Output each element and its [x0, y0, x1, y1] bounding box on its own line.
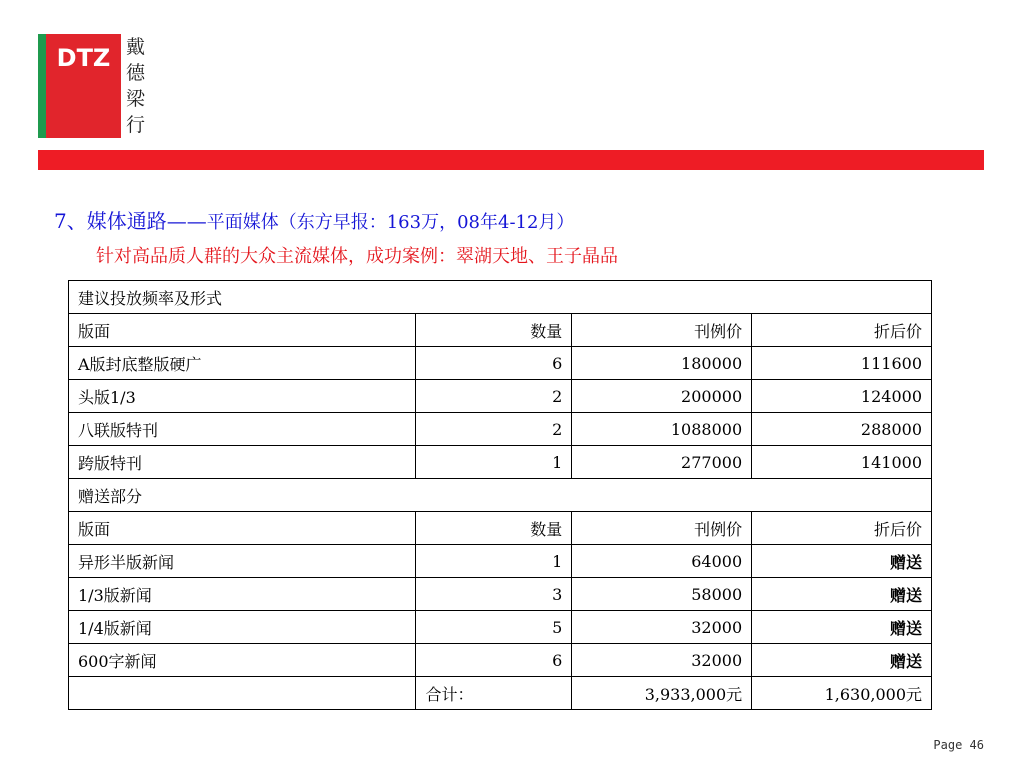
- total-row: [69, 677, 932, 710]
- table-cell: 58000: [572, 578, 752, 611]
- table-cell: A版封底整版硬广: [69, 347, 416, 380]
- table-cell: 6: [416, 644, 572, 677]
- column-header: 折后价: [752, 512, 932, 545]
- logo-char: 德: [126, 62, 146, 84]
- table-cell: 64000: [572, 545, 752, 578]
- table-cell: 180000: [572, 347, 752, 380]
- slide-subtitle: 针对高品质人群的大众主流媒体，成功案例：翠湖天地、王子晶品: [96, 246, 618, 267]
- table-row: [69, 545, 932, 578]
- column-header-row: [69, 314, 932, 347]
- table-cell: [69, 677, 416, 710]
- table-cell: 600字新闻: [69, 644, 416, 677]
- total-label: 合计：: [416, 677, 572, 710]
- table-cell: 赠送: [752, 611, 932, 644]
- table-cell: 200000: [572, 380, 752, 413]
- column-header-row: [69, 512, 932, 545]
- logo-brand: DTZ: [56, 44, 111, 72]
- table-row: [69, 347, 932, 380]
- table-cell: 1088000: [572, 413, 752, 446]
- total-list-price: 3,933,000元: [572, 677, 752, 710]
- table-cell: 2: [416, 413, 572, 446]
- header-band: [38, 150, 984, 170]
- column-header: 刊例价: [572, 512, 752, 545]
- logo: [46, 34, 121, 138]
- table-row: [69, 380, 932, 413]
- table-cell: 1: [416, 446, 572, 479]
- table-cell: 赠送: [752, 545, 932, 578]
- logo-char: 行: [126, 114, 146, 136]
- table-cell: 5: [416, 611, 572, 644]
- table-cell: 3: [416, 578, 572, 611]
- slide-title-main: 7、媒体通路——: [54, 209, 207, 233]
- table-cell: 八联版特刊: [69, 413, 416, 446]
- page-number: Page 46: [933, 738, 984, 752]
- section-header-row: [69, 281, 932, 314]
- slide-title-sub: 平面媒体（东方早报：163万，08年4-12月）: [206, 212, 575, 233]
- section-title: 建议投放频率及形式: [69, 281, 932, 314]
- table-cell: 头版1/3: [69, 380, 416, 413]
- media-plan-table: [68, 280, 932, 710]
- logo-char: 戴: [126, 36, 146, 58]
- table-cell: 277000: [572, 446, 752, 479]
- table-row: [69, 578, 932, 611]
- table-cell: 1: [416, 545, 572, 578]
- table-cell: 6: [416, 347, 572, 380]
- table-cell: 124000: [752, 380, 932, 413]
- table-cell: 异形半版新闻: [69, 545, 416, 578]
- table-row: [69, 413, 932, 446]
- table-cell: 赠送: [752, 578, 932, 611]
- total-discount-price: 1,630,000元: [752, 677, 932, 710]
- section-title: 赠送部分: [69, 479, 932, 512]
- column-header: 版面: [69, 512, 416, 545]
- table-cell: 32000: [572, 644, 752, 677]
- table-cell: 141000: [752, 446, 932, 479]
- table-row: [69, 644, 932, 677]
- logo-chinese-name: [126, 34, 154, 138]
- slide-title: [54, 205, 574, 234]
- table-cell: 赠送: [752, 644, 932, 677]
- table-cell: 2: [416, 380, 572, 413]
- logo-char: 梁: [126, 88, 146, 110]
- column-header: 刊例价: [572, 314, 752, 347]
- column-header: 版面: [69, 314, 416, 347]
- logo-green-stripe: [38, 34, 46, 138]
- table-cell: 1/3版新闻: [69, 578, 416, 611]
- table-row: [69, 446, 932, 479]
- section-header-row: [69, 479, 932, 512]
- table-row: [69, 611, 932, 644]
- table-cell: 288000: [752, 413, 932, 446]
- table-cell: 111600: [752, 347, 932, 380]
- table-cell: 1/4版新闻: [69, 611, 416, 644]
- table-cell: 跨版特刊: [69, 446, 416, 479]
- table-cell: 32000: [572, 611, 752, 644]
- column-header: 数量: [416, 314, 572, 347]
- column-header: 数量: [416, 512, 572, 545]
- column-header: 折后价: [752, 314, 932, 347]
